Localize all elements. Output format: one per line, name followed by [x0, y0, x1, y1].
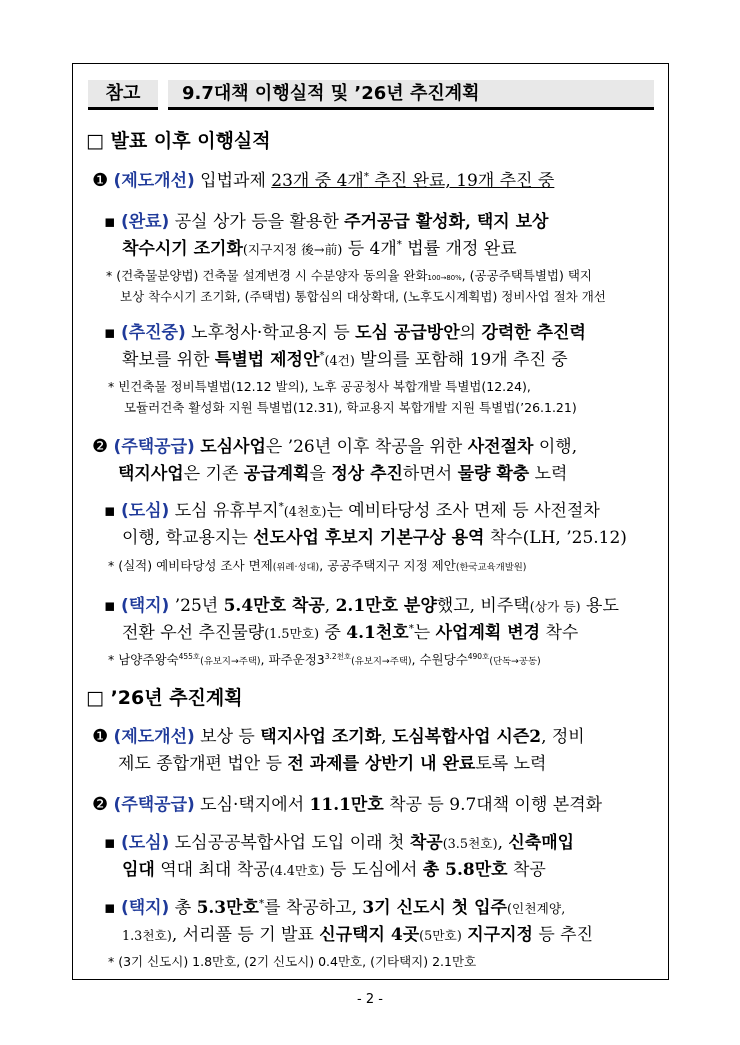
bullet-in-progress: ▪ (추진중) 노후청사·학교용지 등 도심 공급방안의 강력한 추진력: [104, 323, 586, 343]
item-housing-supply: ❷ (주택공급) 도심사업은 ’26년 이후 착공을 위한 사전절차 이행,: [92, 436, 578, 457]
bullet-housing-site-cont: 전환 우선 추진물량(1.5만호) 중 4.1천호*는 사업계획 변경 착수: [122, 623, 579, 643]
note-in-progress-2: 모듈러건축 활성화 지원 특별법(12.31), 학교용지 복합개발 지원 특별법(’26.1.21): [124, 400, 577, 415]
note-urban: * (실적) 예비타당성 조사 면제(위례·성대), 공공주택지구 지정 제안(한국교육개발원): [108, 558, 527, 573]
bullet-urban-cont: 이행, 학교용지는 선도사업 후보지 기본구상 용역 착수(LH, ’25.12): [122, 528, 627, 548]
bullet-completed-cont: 착수시기 조기화(지구지정 後→前) 등 4개* 법률 개정 완료: [122, 239, 517, 259]
plan-institutional: ❶ (제도개선) 보상 등 택지사업 조기화, 도심복합사업 시즌2, 정비: [92, 726, 585, 747]
bullet-urban: ▪ (도심) 도심 유휴부지*(4천호)는 예비타당성 조사 면제 등 사전절차: [104, 501, 600, 521]
plan-housing-site: ▪ (택지) 총 5.3만호*를 착공하고, 3기 신도시 첫 입주(인천계양,: [104, 898, 566, 918]
bullet-in-progress-cont: 확보를 위한 특별법 제정안*(4건) 발의를 포함해 19개 추진 중: [122, 350, 568, 370]
item-housing-supply-cont: 택지사업은 기존 공급계획을 정상 추진하면서 물량 확충 노력: [118, 464, 568, 484]
page-number: - 2 -: [357, 992, 383, 1007]
plan-urban-cont: 임대 역대 최대 착공(4.4만호) 등 도심에서 총 5.8만호 착공: [122, 860, 546, 880]
reference-tag: 참고: [88, 80, 158, 110]
note-plan-housing-site: * (3기 신도시) 1.8만호, (2기 신도시) 0.4만호, (기타택지) 2.1만호: [108, 954, 477, 969]
bullet-completed: ▪ (완료) 공실 상가 등을 활용한 주거공급 활성화, 택지 보상: [104, 212, 549, 232]
item-institutional: ❶ (제도개선) 입법과제 23개 중 4개* 추진 완료, 19개 추진 중: [92, 170, 555, 191]
plan-institutional-cont: 제도 종합개편 법안 등 전 과제를 상반기 내 완료토록 노력: [118, 754, 547, 774]
section-heading-plan: □ ’26년 추진계획: [86, 687, 243, 709]
section-heading-results: □ 발표 이후 이행실적: [86, 130, 271, 152]
plan-housing-supply: ❷ (주택공급) 도심·택지에서 11.1만호 착공 등 9.7대책 이행 본격화: [92, 794, 603, 815]
bullet-housing-site: ▪ (택지) ’25년 5.4만호 착공, 2.1만호 분양했고, 비주택(상가 등) 용도: [104, 596, 619, 616]
note-housing-site: * 남양주왕숙$^{455호}$(유보지→주택), 파주운정$3^{3.2천호}$(유보지→주택), 수원당수$^{490호}$(단독→공동): [108, 651, 541, 667]
note-completed-1: * (건축물분양법) 건축물 설계변경 시 수분양자 동의율 완화100→80%, (공공주택특별법) 택지: [106, 268, 592, 283]
plan-urban: ▪ (도심) 도심공공복합사업 도입 이래 첫 착공(3.5천호), 신축매입: [104, 833, 575, 853]
page-title: 9.7대책 이행실적 및 ’26년 추진계획: [168, 80, 654, 110]
note-completed-2: 보상 착수시기 조기화, (주택법) 통합심의 대상확대, (노후도시계획법) 정비사업 절차 개선: [120, 289, 606, 304]
note-in-progress-1: * 빈건축물 정비특별법(12.12 발의), 노후 공공청사 복합개발 특별법(12.24),: [108, 379, 531, 394]
plan-housing-site-cont: 1.3천호), 서리풀 등 기 발표 신규택지 4곳(5만호) 지구지정 등 추진: [122, 925, 594, 945]
